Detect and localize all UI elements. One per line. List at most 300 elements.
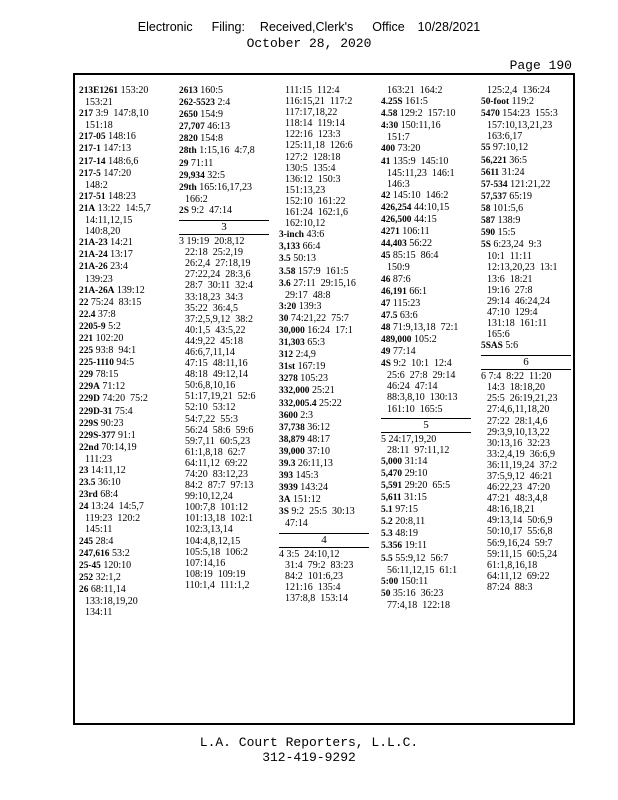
index-entry: [179, 182, 269, 194]
page-line-refs: 77:14: [392, 346, 416, 358]
index-entry-continuation: [481, 329, 571, 340]
index-entry-continuation: [179, 194, 269, 205]
page-line-refs: 48:19: [395, 528, 418, 540]
page-line-refs: 74:20 83:12,23: [185, 469, 249, 480]
index-entry: [79, 191, 169, 203]
index-entry-continuation: [481, 482, 571, 493]
index-entry: [481, 96, 571, 108]
page-line-refs: 44:10,15: [413, 201, 450, 213]
page-line-refs: 19:16 27:8: [487, 284, 533, 296]
index-entry-continuation: [481, 416, 571, 427]
page-line-refs: 160:5: [200, 85, 224, 96]
index-entry: [179, 97, 269, 109]
index-term: 42: [381, 190, 391, 201]
index-term: 5,591: [381, 481, 403, 491]
page-line-refs: 68:11,14: [90, 583, 126, 595]
page-line-refs: 87:6: [392, 273, 411, 285]
index-entry-continuation: [381, 600, 471, 611]
page-line-refs: 10:1 11:11: [487, 251, 532, 263]
page-line-refs: 104:4,8,12,15: [185, 535, 241, 547]
index-term: 426,254: [381, 202, 412, 213]
page-line-refs: 5:2: [108, 320, 121, 332]
index-term: 48: [381, 322, 391, 333]
index-entry-continuation: [481, 393, 571, 404]
index-term: 3.5: [279, 254, 291, 265]
index-term: 46: [381, 274, 391, 285]
page-line-refs: 135:9 145:10: [392, 155, 449, 167]
index-term: 21A-24: [79, 250, 108, 261]
page-line-refs: 25:22: [319, 397, 342, 409]
index-term: 217-1: [79, 144, 101, 155]
index-entry: [279, 494, 369, 506]
index-entry: [481, 179, 571, 191]
page-line-refs: 121:21,22: [510, 178, 551, 190]
index-entry-continuation: [179, 547, 269, 558]
page-line-refs: 148:16: [108, 131, 136, 143]
page-line-refs: 64:11,12 69:22: [487, 570, 550, 582]
index-term: 221: [79, 333, 94, 344]
index-entry: [381, 358, 471, 370]
page-line-refs: 107:14,16: [185, 557, 226, 569]
index-entry: [279, 229, 369, 241]
index-entry: [279, 278, 369, 290]
deposition-date: October 28, 2020: [246, 36, 372, 51]
index-term: 5.1: [381, 505, 393, 516]
page-line-refs: 25:21: [311, 385, 335, 397]
index-term: 38,879: [279, 434, 305, 445]
index-term: 29: [179, 158, 189, 169]
index-entry: [279, 506, 369, 518]
index-entry: [381, 274, 471, 286]
index-entry: [179, 133, 269, 145]
index-entry-continuation: [279, 290, 369, 301]
index-entry: [79, 143, 169, 155]
page-line-refs: 151:7: [387, 132, 410, 144]
index-entry: [381, 346, 471, 358]
index-entry: [79, 572, 169, 584]
index-entry: [79, 237, 169, 249]
index-entry-continuation: [179, 536, 269, 547]
index-entry: [381, 492, 471, 504]
index-entry: [481, 227, 571, 239]
page-line-refs: 47:14: [285, 518, 308, 530]
index-entry-continuation: [481, 582, 571, 593]
index-entry-continuation: [279, 85, 369, 96]
index-entry-continuation: [481, 515, 571, 526]
index-term: 31,303: [279, 338, 305, 349]
page-line-refs: 161:10 165:5: [387, 403, 443, 415]
page-line-refs: 52:10 53:12: [185, 402, 236, 414]
page-line-refs: 29:17 48:8: [285, 289, 331, 301]
page-line-refs: 32:5: [207, 169, 226, 181]
index-term: 29,934: [179, 170, 205, 181]
page-line-refs: 46:13: [207, 121, 231, 133]
page-line-refs: 33:2,4,19 36:6,9: [487, 448, 556, 460]
index-entry-continuation: [179, 391, 269, 402]
page-line-refs: 48:16,18,21: [487, 504, 535, 516]
page-line-refs: 37:2,5,9,12 38:2: [185, 313, 254, 325]
index-term: 3-inch: [279, 230, 305, 241]
header-filed-date: 10/28/2021: [417, 20, 481, 34]
page-line-refs: 163:6,17: [487, 131, 523, 143]
page-line-refs: 125:2,4 136:24: [487, 85, 551, 96]
index-term: 229S-377: [79, 430, 116, 441]
page-line-refs: 7:4 8:22 11:20: [488, 371, 552, 383]
index-entry-continuation: [79, 97, 169, 108]
index-entry: [279, 458, 369, 470]
page-line-refs: 143:24: [300, 482, 329, 494]
page-line-refs: 136:12 150:3: [285, 173, 341, 185]
index-entry: [481, 215, 571, 227]
index-entry-continuation: [279, 96, 369, 107]
page-line-refs: 127:2 128:18: [285, 151, 341, 163]
section-letter-block: [481, 355, 571, 370]
page-line-refs: 121:16 135:4: [285, 581, 341, 593]
index-column-3: [279, 85, 369, 604]
page-line-refs: 147:13: [103, 143, 132, 155]
index-term: 37,738: [279, 422, 305, 433]
page-line-refs: 26:11,13: [297, 458, 333, 469]
page-number: Page 190: [509, 58, 572, 73]
index-entry: [381, 553, 471, 565]
index-term: 22nd: [79, 442, 99, 453]
page-line-refs: 44:15: [413, 214, 437, 226]
index-entry: [381, 516, 471, 528]
index-term: 30,000: [279, 325, 305, 336]
index-entry: [79, 489, 169, 501]
page-line-refs: 167:19: [297, 361, 326, 373]
footer-company: L.A. Court Reporters, L.L.C.: [199, 735, 419, 750]
page-line-refs: 151:13,23: [285, 184, 326, 196]
index-entry: [79, 309, 169, 321]
page-line-refs: 31:24: [501, 166, 525, 178]
index-entry-continuation: [179, 569, 269, 580]
page-line-refs: 100:7,8 101:12: [185, 502, 249, 514]
index-entry: [279, 337, 369, 349]
page-line-refs: 24:17,19,20: [388, 433, 437, 445]
index-term: 57-534: [481, 179, 508, 190]
index-entry-continuation: [179, 380, 269, 391]
page-line-refs: 56:22: [409, 238, 433, 250]
index-entry: [279, 410, 369, 422]
page-line-refs: 133:18,19,20: [85, 596, 138, 608]
page-line-refs: 148:2: [85, 179, 108, 191]
page-line-refs: 32:1,2: [95, 571, 121, 583]
index-entry-continuation: [179, 469, 269, 480]
page-line-refs: 47:10 129:4: [487, 306, 538, 318]
index-term: 4S: [381, 359, 391, 370]
index-entry-continuation: [79, 215, 169, 226]
index-entry-continuation: [79, 596, 169, 607]
page-line-refs: 54:7,22 55:3: [185, 413, 239, 425]
page-line-refs: 119:23 120:2: [85, 513, 141, 525]
index-entry: [179, 170, 269, 182]
index-entry-continuation: [279, 152, 369, 163]
page-line-refs: 70:14,19: [101, 441, 137, 453]
index-entry: [79, 321, 169, 333]
word-index-box: [73, 73, 575, 725]
index-entry-continuation: [179, 447, 269, 458]
page-line-refs: 20:8,11: [395, 516, 426, 528]
page-line-refs: 97:15: [395, 504, 418, 516]
page-line-refs: 139:23: [85, 273, 113, 285]
index-entry-continuation: [481, 285, 571, 296]
index-entry-continuation: [481, 493, 571, 504]
index-entry: [381, 588, 471, 600]
index-entry-continuation: [179, 303, 269, 314]
page-line-refs: 111:15 112:4: [285, 85, 340, 96]
index-term: 25-45: [79, 560, 101, 571]
page-line-refs: 150:9: [387, 262, 410, 274]
index-term: 31st: [279, 362, 296, 373]
index-column-4: [381, 85, 471, 611]
index-entry: [381, 238, 471, 250]
page-line-refs: 19:11: [404, 540, 428, 552]
index-entry-continuation: [179, 314, 269, 325]
index-entry: [279, 470, 369, 482]
page-line-refs: 119:2: [511, 96, 535, 108]
page-line-refs: 31:14: [404, 455, 428, 467]
index-entry-continuation: [481, 274, 571, 285]
index-entry-continuation: [179, 491, 269, 502]
index-entry: [279, 434, 369, 446]
index-column-5: [481, 85, 571, 593]
index-term: 5.3: [381, 529, 393, 540]
page-line-refs: 61:1,8,16,18: [487, 559, 538, 571]
index-entry-continuation: [279, 118, 369, 129]
index-entry: [79, 536, 169, 548]
section-letter-block: [179, 220, 269, 235]
index-term: 21A: [79, 203, 96, 214]
page-line-refs: 2:4,9: [295, 349, 316, 361]
page-line-refs: 138:9: [497, 215, 521, 227]
page-line-refs: 48:18 49:12,14: [185, 369, 249, 381]
page-line-refs: 55:9,12 56:7: [395, 552, 449, 564]
index-entry-continuation: [279, 571, 369, 582]
index-entry: [381, 310, 471, 322]
index-entry-continuation: [279, 593, 369, 604]
index-entry-continuation: [481, 538, 571, 549]
efiling-header: [0, 20, 618, 34]
index-term: 3600: [279, 410, 298, 421]
index-term: 3,133: [279, 242, 301, 253]
index-term: 50-foot: [481, 97, 510, 108]
index-term: 30: [279, 313, 289, 324]
index-entry-continuation: [381, 404, 471, 415]
index-entry-continuation: [279, 163, 369, 174]
page-line-refs: 73:20: [397, 143, 421, 155]
page-line-refs: 25:6 27:8 29:14: [387, 370, 456, 382]
index-term: 50: [381, 588, 391, 599]
index-entry-continuation: [179, 580, 269, 591]
index-term: 3:20: [279, 301, 297, 312]
page-line-refs: 91:1: [117, 429, 136, 441]
page-line-refs: 154:9: [200, 109, 224, 121]
page-line-refs: 36:5: [509, 154, 528, 166]
index-entry: [481, 108, 571, 120]
index-term: 5.356: [381, 541, 403, 552]
footer-phone: 312-419-9292: [262, 750, 356, 765]
index-entry: [381, 322, 471, 334]
index-entry-continuation: [179, 402, 269, 413]
page-line-refs: 105:23: [300, 373, 329, 385]
page-line-refs: 47:15 48:11,16: [185, 358, 248, 370]
page-line-refs: 102:20: [95, 332, 124, 344]
index-entry: [179, 85, 269, 97]
index-entry-continuation: [179, 369, 269, 380]
page-line-refs: 31:4 79:2 83:23: [285, 559, 354, 571]
page-line-refs: 14:11,12,15: [85, 215, 133, 227]
index-term: 4.58: [381, 109, 398, 120]
page-line-refs: 120:10: [103, 559, 132, 571]
index-term: 44,403: [381, 239, 407, 250]
index-entry-continuation: [381, 445, 471, 456]
index-term: 3.58: [279, 266, 296, 277]
page-line-refs: 125:11,18 126:6: [285, 140, 353, 152]
index-entry: [279, 549, 369, 560]
index-entry-continuation: [79, 274, 169, 285]
page-line-refs: 165:16,17,23: [199, 181, 252, 193]
index-entry-continuation: [381, 262, 471, 273]
index-entry-continuation: [381, 370, 471, 381]
page-line-refs: 157:9 161:5: [297, 265, 349, 277]
page-line-refs: 2:3: [300, 409, 314, 421]
index-entry-continuation: [481, 427, 571, 438]
index-entry: [79, 393, 169, 405]
page-line-refs: 110:1,4 111:1,2: [185, 579, 250, 591]
index-entry-continuation: [279, 129, 369, 140]
index-term: 217-05: [79, 132, 106, 143]
index-entry: [279, 313, 369, 325]
index-term: 55: [481, 143, 491, 154]
page-line-refs: 134:11: [85, 607, 113, 619]
page-line-refs: 14:21: [110, 237, 133, 249]
index-entry: [179, 158, 269, 170]
page-line-refs: 9:2 25:5 30:13: [291, 506, 355, 518]
index-term: 332,000: [279, 386, 310, 397]
page-line-refs: 66:4: [302, 241, 321, 253]
index-term: 5S: [481, 240, 491, 251]
index-entry: [381, 334, 471, 346]
index-entry-continuation: [279, 582, 369, 593]
section-letter-block: [381, 418, 471, 433]
index-entry: [79, 501, 169, 513]
index-entry-continuation: [481, 560, 571, 571]
index-entry: [179, 121, 269, 133]
index-entry: [79, 168, 169, 180]
index-term: 29th: [179, 182, 197, 193]
page-line-refs: 19:19 20:8,12: [186, 236, 245, 248]
index-entry-continuation: [481, 460, 571, 471]
header-electronic: Electronic: [137, 20, 193, 34]
page-line-refs: 145:10 146:2: [392, 189, 449, 201]
page-line-refs: 165:6: [487, 328, 510, 340]
index-term: 2205-9: [79, 321, 106, 332]
page-line-refs: 9:2 10:1 12:4: [393, 358, 452, 370]
index-entry: [381, 456, 471, 468]
index-entry-continuation: [79, 524, 169, 535]
index-entry-continuation: [179, 502, 269, 513]
page-line-refs: 33:18,23 34:3: [185, 291, 244, 303]
index-term: 49: [381, 347, 391, 358]
index-entry: [381, 108, 471, 120]
index-term: 312: [279, 350, 294, 361]
page-line-refs: 29:20 65:5: [404, 480, 451, 491]
page-line-refs: 131:18 161:11: [487, 317, 548, 329]
index-term: 245: [79, 536, 94, 547]
page-line-refs: 152:10 161:22: [285, 195, 346, 207]
index-term: 3: [179, 236, 184, 248]
index-entry-continuation: [79, 180, 169, 191]
index-entry: [279, 398, 369, 410]
page-line-refs: 27:22 28:1,4,6: [487, 415, 548, 427]
index-term: 225-1110: [79, 358, 114, 369]
index-entry-continuation: [481, 449, 571, 460]
page-line-refs: 3:9 147:8,10: [95, 108, 149, 120]
page-line-refs: 40:1,5 43:5,22: [185, 324, 246, 336]
index-term: 426,500: [381, 215, 412, 226]
index-entry: [279, 325, 369, 337]
page-line-refs: 9:2 47:14: [191, 204, 232, 216]
index-term: 4271: [381, 227, 400, 238]
page-line-refs: 46:24 47:14: [387, 381, 438, 393]
page-line-refs: 48:17: [307, 433, 331, 445]
index-entry-continuation: [179, 347, 269, 358]
page-line-refs: 88:3,8,10 130:13: [387, 392, 458, 404]
index-term: 225: [79, 346, 94, 357]
index-entry: [279, 446, 369, 458]
index-term: 4.25S: [381, 97, 403, 108]
index-term: 3939: [279, 483, 298, 494]
page-line-refs: 101:13,18 102:1: [185, 513, 254, 525]
page-line-refs: 28:11 97:11,12: [387, 444, 450, 456]
page-line-refs: 59:7,11 60:5,23: [185, 435, 251, 447]
page-line-refs: 1:15,16 4:7,8: [199, 145, 255, 157]
page-line-refs: 56:9,16,24 59:7: [487, 537, 553, 549]
index-term: 217-5: [79, 168, 101, 179]
index-entry-continuation: [481, 526, 571, 537]
index-term: 28th: [179, 146, 197, 157]
index-entry: [79, 477, 169, 489]
page-line-refs: 93:8 94:1: [95, 345, 137, 357]
page-line-refs: 111:23: [85, 453, 113, 465]
index-entry: [79, 406, 169, 418]
page-line-refs: 90:23: [100, 417, 124, 429]
index-term: 4: [279, 548, 284, 560]
index-entry: [381, 120, 471, 132]
page-line-refs: 25:5 26:19,21,23: [487, 393, 558, 405]
index-entry-continuation: [481, 120, 571, 131]
index-term: 2613: [179, 86, 198, 96]
index-term: 5,611: [381, 493, 402, 504]
page-line-refs: 153:21: [85, 97, 113, 109]
index-term: 5:00: [381, 576, 399, 587]
index-term: 229D-31: [79, 406, 113, 417]
page-line-refs: 154:23 155:3: [502, 108, 558, 120]
page-line-refs: 151:12: [292, 494, 321, 506]
index-term: 4:30: [381, 121, 399, 132]
page-line-refs: 47:21 48:3,4,8: [487, 493, 548, 505]
index-entry-continuation: [481, 382, 571, 393]
page-line-refs: 151:18: [85, 120, 113, 132]
index-entry-continuation: [179, 336, 269, 347]
index-entry-continuation: [481, 318, 571, 329]
index-entry-continuation: [179, 458, 269, 469]
page-line-refs: 118:14 119:14: [285, 118, 345, 130]
index-term: 58: [481, 203, 491, 214]
index-entry-continuation: [279, 185, 369, 196]
index-entry-continuation: [179, 513, 269, 524]
